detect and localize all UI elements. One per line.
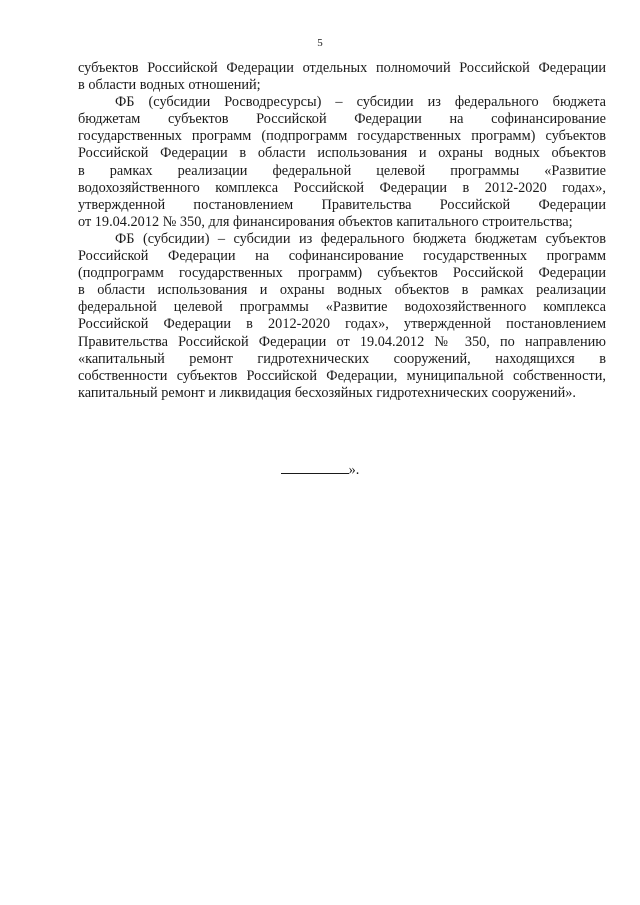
- text-line: федеральной целевой программы «Развитие водохозяйственного комплекса: [78, 299, 606, 316]
- document-body: [78, 60, 606, 402]
- text-line: субъектов Российской Федерации отдельных полномочий Российской Федерации: [78, 60, 606, 76]
- text-line: Правительства Российской Федерации от 19.04.2012 № 350, по направлению: [78, 333, 606, 350]
- text-line: водохозяйственного комплекса Российской Федерации в 2012-2020 годах»,: [78, 179, 606, 196]
- text-line: в области водных отношений;: [78, 77, 261, 94]
- text-line: в рамках реализации федеральной целевой программы «Развитие: [78, 162, 606, 179]
- text-line: Российской Федерации в области использования и охраны водных объектов: [78, 145, 606, 162]
- paragraph-start-line: ФБ (субсидии Росводресурсы) – субсидии из федерального бюджета: [115, 94, 606, 111]
- text-line: бюджетам субъектов Российской Федерации на софинансирование: [78, 111, 606, 128]
- text-line: капитальный ремонт и ликвидация бесхозяйных гидротехнических сооружений».: [78, 384, 576, 401]
- text-line: Российской Федерации в 2012-2020 годах», утвержденной постановлением: [78, 316, 606, 333]
- text-line: от 19.04.2012 № 350, для финансирования объектов капитального строительства;: [78, 213, 573, 230]
- text-line: утвержденной постановлением Правительства Российской Федерации: [78, 196, 606, 213]
- closing-suffix: ».: [348, 462, 360, 478]
- text-line: (подпрограмм государственных программ) субъектов Российской Федерации: [78, 265, 606, 282]
- text-line: в области использования и охраны водных объектов в рамках реализации: [78, 282, 606, 299]
- text-line: Российской Федерации на софинансирование государственных программ: [78, 248, 606, 265]
- text-line: «капитальный ремонт гидротехнических сооружений, находящихся в: [78, 350, 606, 367]
- text-line: собственности субъектов Российской Федерации, муниципальной собственности,: [78, 367, 606, 384]
- page-number: 5: [317, 37, 323, 49]
- closing-line: [0, 460, 640, 479]
- paragraph-start-line: ФБ (субсидии) – субсидии из федерального бюджета бюджетам субъектов: [115, 230, 606, 247]
- closing-underline: [281, 460, 349, 474]
- text-line: государственных программ (подпрограмм государственных программ) субъектов: [78, 128, 606, 145]
